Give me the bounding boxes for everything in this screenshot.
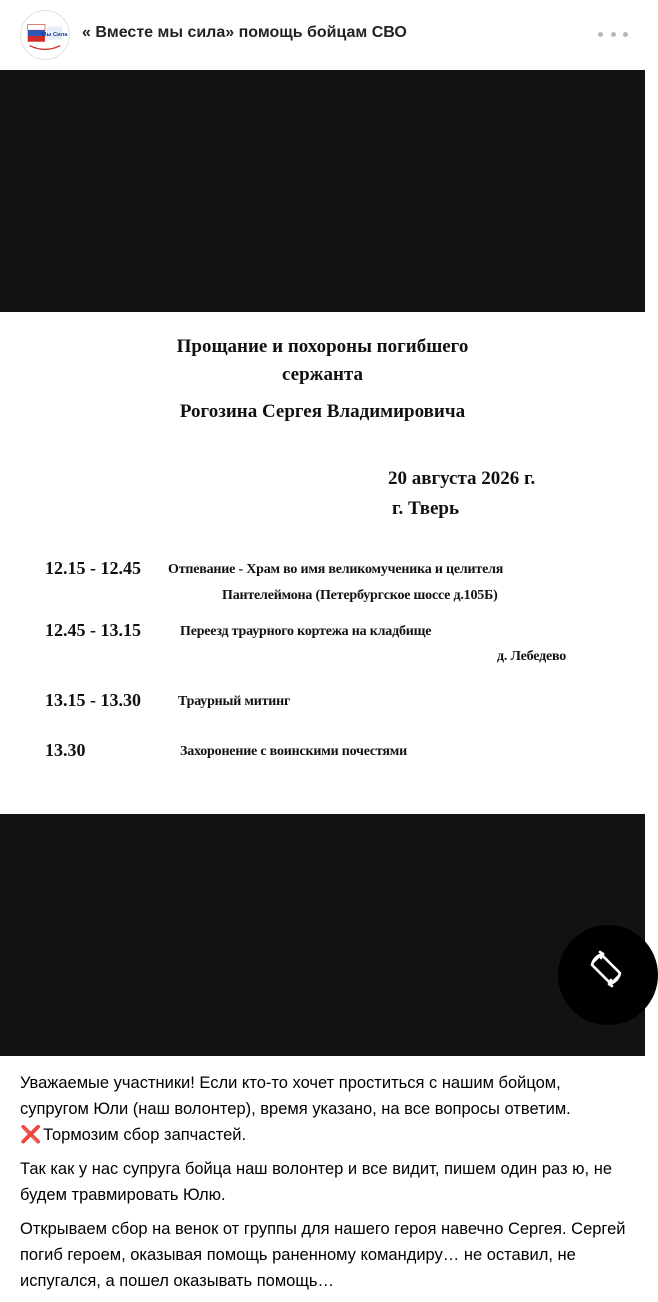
document-photo <box>0 312 645 814</box>
schedule-time: 13.30 <box>45 740 86 760</box>
doc-date: 20 августа 2026 г. <box>388 468 536 489</box>
post-paragraph <box>20 1070 630 1148</box>
schedule-subtext: д. Лебедево <box>497 649 567 664</box>
doc-title-line2: сержанта <box>282 364 363 385</box>
schedule-text: Захоронение с воинскими почестями <box>180 744 407 759</box>
schedule-text: Отпевание - Храм во имя великомученика и целителя <box>168 562 504 577</box>
schedule-time: 12.15 - 12.45 <box>45 558 141 578</box>
post-paragraph-text: Тормозим сбор запчастей. <box>43 1126 247 1144</box>
doc-city: г. Тверь <box>392 498 460 519</box>
post-image[interactable] <box>0 70 645 1056</box>
group-title[interactable]: « Вместе мы сила» помощь бойцам СВО <box>82 24 407 41</box>
post-paragraph: Так как у нас супруга бойца наш волонтер и все видит, пишем один раз ю, не будем травмировать Юлю. <box>20 1160 613 1204</box>
group-logo-icon <box>21 11 69 59</box>
doc-title-line1: Прощание и похороны погибшего <box>176 336 469 357</box>
rotate-icon <box>586 949 626 989</box>
schedule-time: 13.15 - 13.30 <box>45 690 141 710</box>
group-avatar[interactable] <box>20 10 70 60</box>
schedule-text: Траурный митинг <box>178 694 291 709</box>
more-dots-icon[interactable] <box>598 24 628 44</box>
post-text <box>20 1070 630 1302</box>
post-header <box>0 0 645 70</box>
logo-text: Мы Сила <box>41 31 68 38</box>
schedule-text: Переезд траурного кортежа на кладбище <box>180 624 432 639</box>
post-paragraph-text: Уважаемые участники! Если кто-то хочет проститься с нашим бойцом, супругом Юли (наш волонтер), время указано, на все вопросы ответим. <box>20 1074 571 1118</box>
post-paragraph: Открываем сбор на венок от группы для нашего героя навечно Сергея. Сергей погиб героем, оказывая помощь раненному командиру… не оставил, не испугался, а пошел оказывать помощь… <box>20 1220 626 1290</box>
schedule-time: 12.45 - 13.15 <box>45 620 141 640</box>
rotate-button[interactable] <box>558 925 658 1025</box>
cross-mark-icon: ❌ <box>20 1125 42 1144</box>
schedule-subtext: Пантелеймона (Петербургское шоссе д.105Б) <box>222 588 498 603</box>
doc-name: Рогозина Сергея Владимировича <box>179 401 466 422</box>
